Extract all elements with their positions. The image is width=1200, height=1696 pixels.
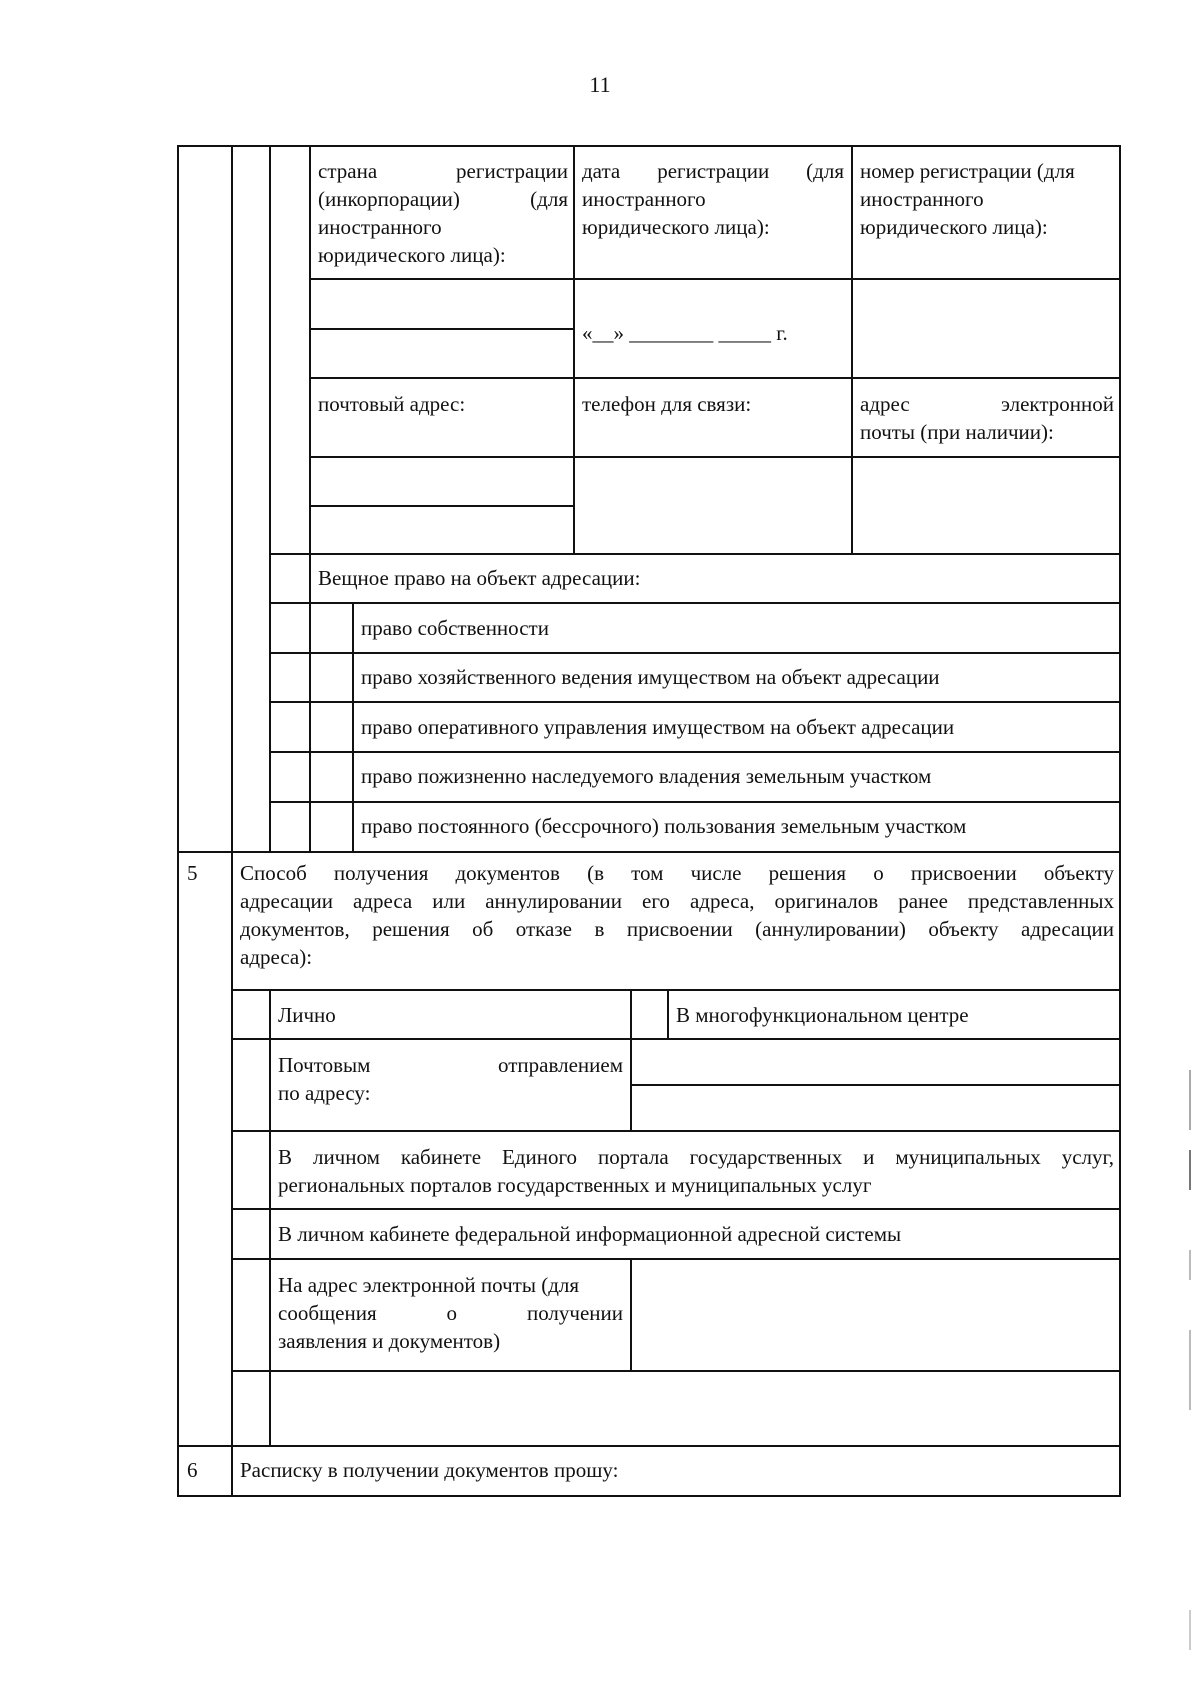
property-rights-heading: Вещное право на объект адресации: bbox=[318, 566, 641, 590]
property-right-option-permanent[interactable]: право постоянного (бессрочного) пользования земельным участком bbox=[361, 814, 967, 838]
scan-artifact bbox=[1189, 1330, 1191, 1410]
scan-artifact bbox=[1189, 1070, 1191, 1130]
section-5-title: Способ получения документов (в том числе решения о присвоении объекту адресации адреса или аннулировании его адреса, оригиналов ранее представленных документов, решения об отказе в присвоении (аннулировании) объекту адресации адреса): bbox=[240, 861, 1114, 969]
scan-artifact bbox=[1189, 1150, 1191, 1190]
application-form-table bbox=[177, 145, 1121, 1497]
delivery-mfc[interactable]: В многофункциональном центре bbox=[676, 1003, 969, 1027]
scan-artifact bbox=[1189, 1250, 1191, 1280]
delivery-by-post[interactable]: Почтовым отправлением по адресу: bbox=[278, 1053, 623, 1105]
section-6-number: 6 bbox=[187, 1458, 198, 1482]
scan-artifact bbox=[1189, 1610, 1191, 1650]
property-right-option-lifetime[interactable]: право пожизненно наследуемого владения земельным участком bbox=[361, 764, 932, 788]
delivery-email[interactable]: На адрес электронной почты (для сообщения о получении заявления и документов) bbox=[278, 1273, 623, 1353]
country-registration-label: страна регистрации (инкорпорации) (для bbox=[318, 159, 568, 211]
registration-date-field[interactable]: «__» ________ _____ г. bbox=[582, 321, 788, 345]
delivery-gosuslugi-cabinet[interactable]: В личном кабинете Единого портала государственных и муниципальных услуг, региональных порталов государственных и муниципальных услуг bbox=[278, 1145, 1114, 1197]
delivery-in-person[interactable]: Лично bbox=[278, 1003, 336, 1027]
property-right-option-operational[interactable]: право оперативного управления имуществом на объект адресации bbox=[361, 715, 955, 739]
phone-label: телефон для связи: bbox=[582, 392, 752, 416]
section-5-number: 5 bbox=[187, 861, 198, 885]
property-right-option-ownership[interactable]: право собственности bbox=[361, 616, 549, 640]
registration-number-label: номер регистрации (для иностранного юридического лица): bbox=[860, 159, 1075, 239]
registration-date-label: дата регистрации (для иностранного юридического лица): bbox=[582, 159, 844, 239]
delivery-fias-cabinet[interactable]: В личном кабинете федеральной информационной адресной системы bbox=[278, 1222, 902, 1246]
email-label: адрес электронной почты (при наличии): bbox=[860, 392, 1114, 444]
section-6-title: Расписку в получении документов прошу: bbox=[240, 1458, 619, 1482]
property-right-option-economic[interactable]: право хозяйственного ведения имуществом на объект адресации bbox=[361, 665, 940, 689]
country-registration-label-cont: иностранного юридического лица): bbox=[318, 215, 506, 267]
postal-address-label: почтовый адрес: bbox=[318, 392, 466, 416]
page-number: 11 bbox=[589, 72, 611, 97]
